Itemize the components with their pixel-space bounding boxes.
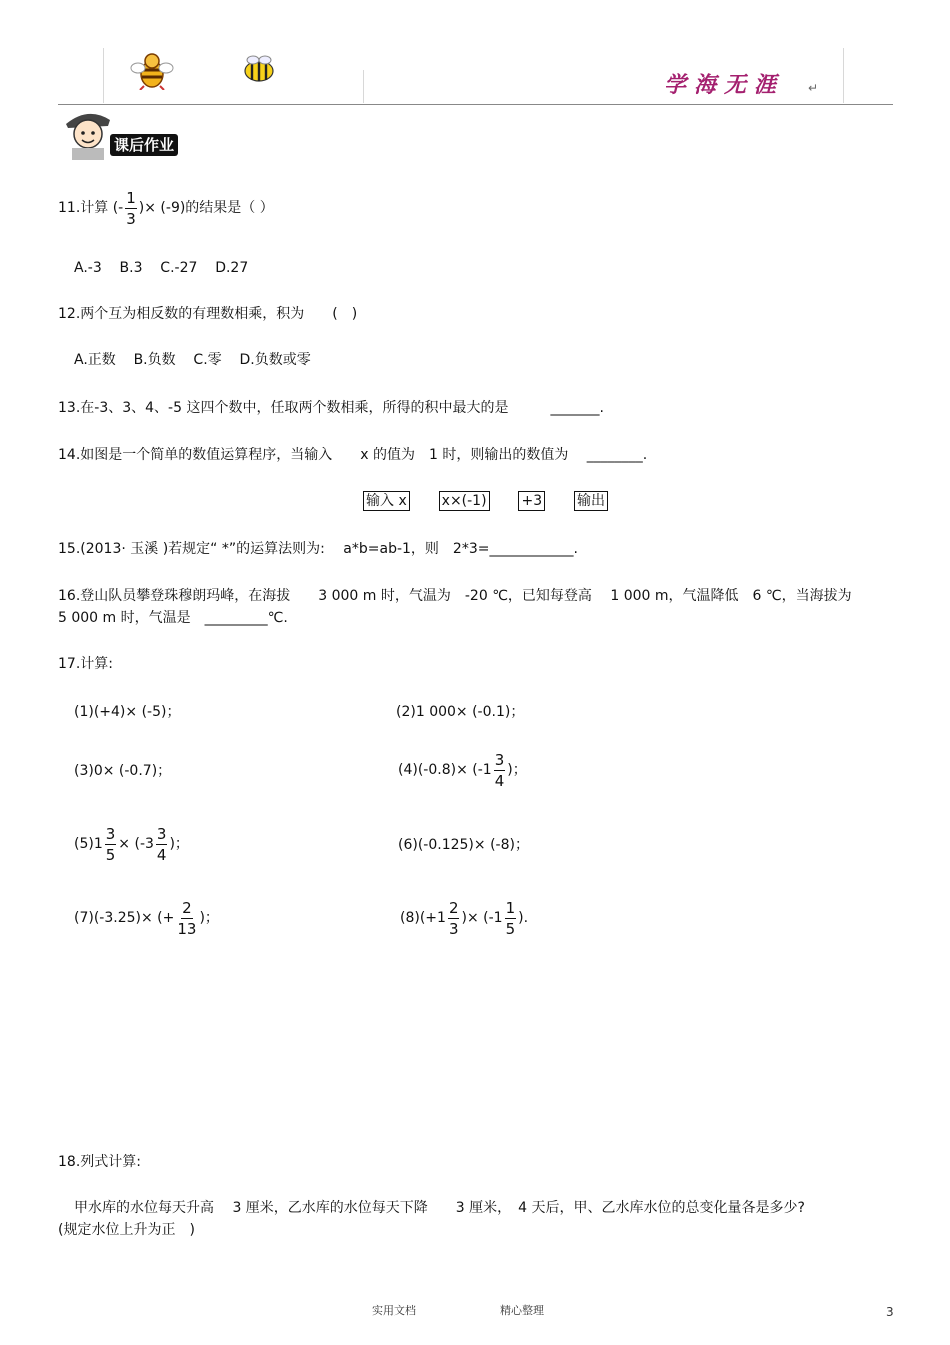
question-13: 13.在-3、3、4、-5 这四个数中，任取两个数相乘，所得的积中最大的是 _______. [58, 400, 604, 416]
question-18-title: 18.列式计算: [58, 1154, 141, 1170]
page-number: 3 [886, 1305, 894, 1319]
question-14: 14.如图是一个简单的数值运算程序，当输入 x 的值为 1 时，则输出的数值为 ________. [58, 447, 648, 463]
q17-part-4: (4)(-0.8)× (-1 $\frac{3}{4}$ )； [398, 750, 527, 790]
student-mascot-icon [58, 106, 118, 160]
flow-diagram [363, 491, 608, 511]
question-18-line2: (规定水位上升为正 ) [58, 1222, 195, 1238]
q17-part-6: (6)(-0.125)× (-8)； [398, 837, 529, 853]
q17-part-8: (8)(+1 $\frac{2}{3}$ )× (-1 $\frac{1}{5}$ ). [400, 898, 529, 938]
q17-part-1: (1)(+4)× (-5)； [74, 704, 181, 720]
q17-part-2: (2)1 000× (-0.1)； [396, 704, 525, 720]
q17-part-7: (7)(-3.25)× (+ $\frac{2}{13}$ )； [74, 898, 219, 938]
q11-prefix: 11.计算 (- [58, 200, 124, 216]
q12-options: A.正数 B.负数 C.零 D.负数或零 [74, 352, 311, 368]
fraction: $\frac{3}{4}$ [494, 750, 505, 790]
q17-part-5: (5)1 $\frac{3}{5}$ × (-3 $\frac{3}{4}$ )； [74, 824, 189, 864]
header-rule [58, 104, 893, 105]
fraction: $\frac{1}{3}$ [126, 188, 136, 228]
header-divider [363, 70, 364, 103]
header-divider [843, 48, 844, 103]
fraction: $\frac{2}{13}$ [177, 898, 197, 938]
question-17-title: 17.计算: [58, 656, 113, 672]
q11-options: A.-3 B.3 C.-27 D.27 [74, 260, 249, 276]
question-18-line1: 甲水库的水位每天升高 3 厘米，乙水库的水位每天下降 3 厘米， 4 天后，甲、乙水库水位的总变化量各是多少? [74, 1200, 805, 1216]
bee-icon [240, 54, 278, 90]
fraction: $\frac{3}{4}$ [156, 824, 167, 864]
q17-part-3: (3)0× (-0.7)； [74, 763, 172, 779]
question-16-line2: 5 000 m 时，气温是 _________℃. [58, 610, 288, 626]
header-motto: 学海无涯 [664, 72, 785, 98]
q11-suffix: )× (-9)的结果是（ ） [138, 200, 274, 216]
bee-icon [130, 52, 174, 96]
return-mark: ↵ [808, 81, 819, 95]
flow-step-add: +3 [518, 491, 545, 511]
question-12: 12.两个互为相反数的有理数相乘，积为 ( ) [58, 306, 358, 322]
question-11 [58, 186, 274, 230]
fraction: $\frac{1}{5}$ [505, 898, 516, 938]
header-divider [103, 48, 104, 103]
flow-step-output: 输出 [574, 491, 608, 511]
question-16-line1: 16.登山队员攀登珠穆朗玛峰，在海拔 3 000 m 时，气温为 -20 ℃，已知每登高 1 000 m，气温降低 6 ℃，当海拔为 [58, 588, 852, 604]
fraction: $\frac{2}{3}$ [448, 898, 459, 938]
fraction: $\frac{3}{5}$ [105, 824, 116, 864]
footer-left: 实用文档 [372, 1304, 416, 1317]
flow-step-multiply: x×(-1) [439, 491, 490, 511]
homework-badge [58, 106, 208, 160]
flow-step-input: 输入 x [363, 491, 410, 511]
question-15: 15.(2013· 玉溪 )若规定“ *”的运算法则为: a*b=ab-1，则 2*3=____________. [58, 541, 578, 557]
section-badge-label: 课后作业 [110, 134, 178, 156]
footer-right: 精心整理 [500, 1304, 544, 1317]
